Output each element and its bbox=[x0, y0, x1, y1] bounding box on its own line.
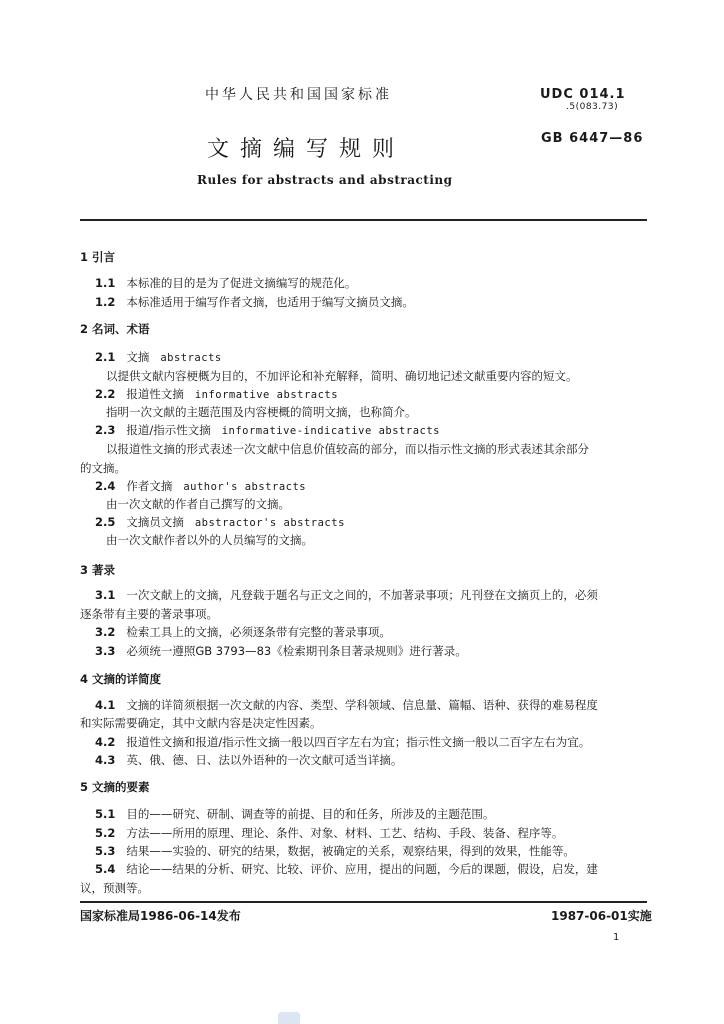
udc-code: UDC 014.1 bbox=[540, 87, 626, 102]
clause-text: 目的——研究、研制、调查等的前提、目的和任务，所涉及的主题范围。 bbox=[126, 807, 495, 821]
clause-text: 结果——实验的、研究的结果，数据，被确定的关系，观察结果，得到的效果，性能等。 bbox=[126, 844, 575, 858]
page-number: 1 bbox=[613, 932, 620, 943]
clause-number: 4.2 bbox=[95, 735, 116, 749]
gb-code: GB 6447—86 bbox=[541, 131, 644, 146]
clause-number: 1.1 bbox=[95, 276, 116, 290]
clause-text: 英、俄、德、日、法以外语种的一次文献可适当详摘。 bbox=[126, 753, 403, 767]
term-2-1 bbox=[95, 349, 222, 365]
term-en: informative abstracts bbox=[194, 389, 339, 401]
term-en: informative-indicative abstracts bbox=[221, 425, 440, 437]
clause-text: 方法——所用的原理、理论、条件、对象、材料、工艺、结构、手段、装备、程序等。 bbox=[126, 826, 564, 840]
scan-watermark bbox=[278, 1012, 300, 1024]
effective-date: 1987-06-01实施 bbox=[551, 909, 652, 923]
clause-number: 2.3 bbox=[95, 423, 116, 437]
term-2-3 bbox=[95, 422, 440, 438]
clause-text: 文摘的详简须根据一次文献的内容、类型、学科领域、信息量、篇幅、语种、获得的难易程度 bbox=[126, 698, 598, 712]
clause-number: 2.5 bbox=[95, 515, 116, 529]
clause-3-1 bbox=[95, 587, 598, 603]
clause-5-1 bbox=[95, 806, 494, 822]
clause-5-2 bbox=[95, 825, 563, 841]
term-definition: 以提供文献内容梗概为目的，不加评论和补充解释，简明、确切地记述文献重要内容的短文。 bbox=[106, 369, 578, 383]
clause-number: 5.4 bbox=[95, 862, 116, 876]
term-en: author's abstracts bbox=[183, 481, 307, 493]
clause-number: 5.2 bbox=[95, 826, 116, 840]
term-definition: 以报道性文摘的形式表述一次文献中信息价值较高的部分，而以指示性文摘的形式表述其余部分 bbox=[106, 442, 589, 456]
section-heading: 2 名词、术语 bbox=[80, 322, 150, 336]
standard-name: 中华人民共和国国家标准 bbox=[205, 87, 392, 103]
clause-3-2 bbox=[95, 624, 391, 640]
clause-text: 本标准的目的是为了促进文摘编写的规范化。 bbox=[126, 276, 357, 290]
clause-number: 3.2 bbox=[95, 625, 116, 639]
clause-text: 检索工具上的文摘，必须逐条带有完整的著录事项。 bbox=[126, 625, 391, 639]
document-subtitle: Rules for abstracts and abstracting bbox=[197, 173, 453, 187]
clause-number: 2.1 bbox=[95, 350, 116, 364]
issue-date: 国家标准局1986-06-14发布 bbox=[80, 909, 241, 923]
clause-number: 5.3 bbox=[95, 844, 116, 858]
clause-4-1 bbox=[95, 697, 598, 713]
term-cn: 报道性文摘 bbox=[126, 387, 184, 401]
clause-text: 一次文献上的文摘，凡登载于题名与正文之间的，不加著录事项；凡刊登在文摘页上的，必须 bbox=[126, 588, 598, 602]
clause-5-3 bbox=[95, 843, 575, 859]
term-en: abstractor's abstracts bbox=[194, 517, 345, 529]
term-2-2 bbox=[95, 386, 338, 402]
clause-number: 4.3 bbox=[95, 753, 116, 767]
clause-3-3 bbox=[95, 643, 467, 659]
clause-text: 本标准适用于编写作者文摘，也适用于编写文摘员文摘。 bbox=[126, 295, 414, 309]
term-definition-cont: 的文摘。 bbox=[80, 461, 126, 475]
term-definition: 由一次文献的作者自己撰写的文摘。 bbox=[106, 497, 290, 511]
clause-text: 必须统一遵照GB 3793—83《检索期刊条目著录规则》进行著录。 bbox=[126, 644, 467, 658]
section-heading: 4 文摘的详简度 bbox=[80, 672, 162, 686]
section-heading: 3 著录 bbox=[80, 563, 116, 577]
clause-4-3 bbox=[95, 752, 402, 768]
document-title: 文摘编写规则 bbox=[207, 137, 406, 162]
term-2-4 bbox=[95, 478, 306, 494]
section-heading: 5 文摘的要素 bbox=[80, 780, 150, 794]
udc-subcode: .5(083.73) bbox=[566, 102, 619, 112]
clause-1-2 bbox=[95, 294, 414, 310]
clause-number: 1.2 bbox=[95, 295, 116, 309]
clause-5-4 bbox=[95, 861, 598, 877]
term-cn: 作者文摘 bbox=[126, 479, 173, 493]
clause-text-cont: 逐条带有主要的著录事项。 bbox=[80, 607, 218, 621]
term-definition: 由一次文献作者以外的人员编写的文摘。 bbox=[106, 533, 313, 547]
top-rule bbox=[80, 219, 647, 221]
section-heading: 1 引言 bbox=[80, 250, 116, 264]
clause-number: 3.3 bbox=[95, 644, 116, 658]
term-2-5 bbox=[95, 514, 345, 530]
clause-text-cont: 和实际需要确定，其中文献内容是决定性因素。 bbox=[80, 716, 322, 730]
bottom-rule bbox=[80, 901, 647, 903]
term-en: abstracts bbox=[160, 352, 222, 364]
term-cn: 报道/指示性文摘 bbox=[126, 423, 211, 437]
clause-4-2 bbox=[95, 734, 590, 750]
clause-text: 报道性文摘和报道/指示性文摘一般以四百字左右为宜；指示性文摘一般以二百字左右为宜。 bbox=[126, 735, 591, 749]
clause-1-1 bbox=[95, 275, 356, 291]
term-definition: 指明一次文献的主题范围及内容梗概的简明文摘，也称简介。 bbox=[106, 405, 417, 419]
term-cn: 文摘员文摘 bbox=[126, 515, 184, 529]
term-cn: 文摘 bbox=[126, 350, 150, 364]
clause-number: 3.1 bbox=[95, 588, 116, 602]
clause-number: 4.1 bbox=[95, 698, 116, 712]
clause-text: 结论——结果的分析、研究、比较、评价、应用，提出的问题，今后的课题，假设，启发，建 bbox=[126, 862, 598, 876]
clause-text-cont: 议，预测等。 bbox=[80, 881, 149, 895]
clause-number: 2.4 bbox=[95, 479, 116, 493]
clause-number: 5.1 bbox=[95, 807, 116, 821]
clause-number: 2.2 bbox=[95, 387, 116, 401]
